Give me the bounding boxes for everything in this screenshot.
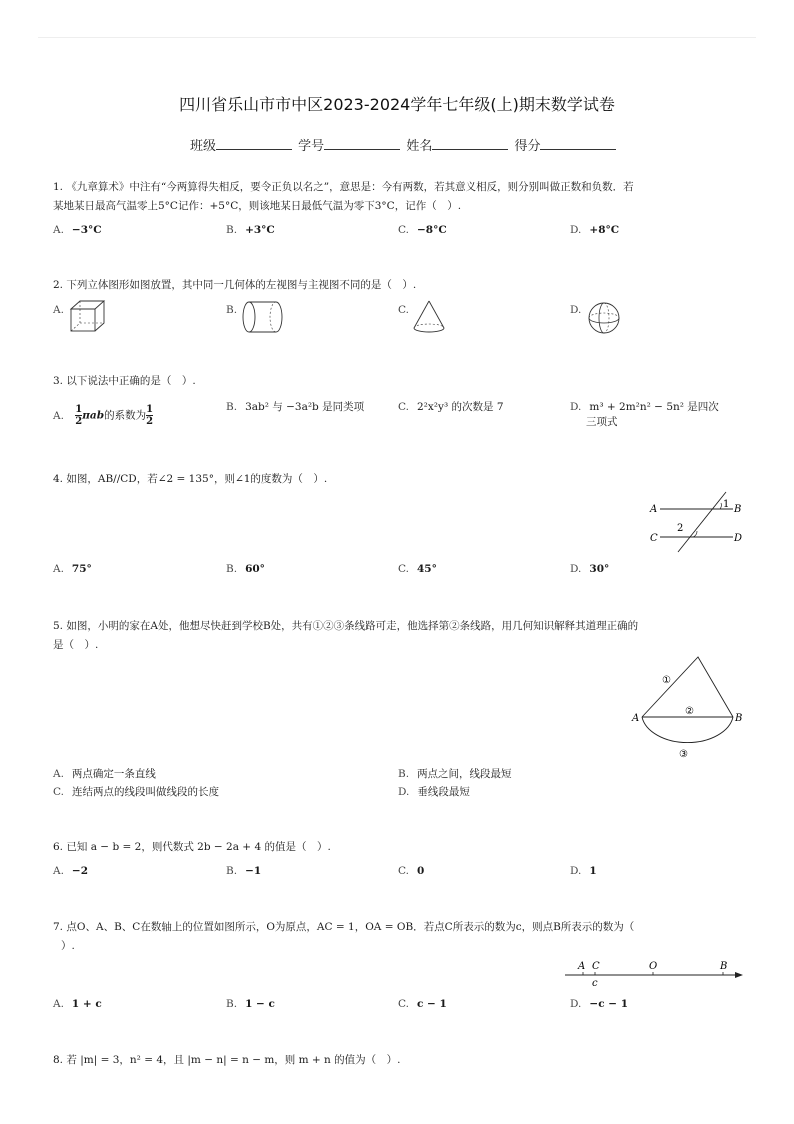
option-c[interactable]: C. 连结两点的线段叫做线段的长度 <box>53 786 219 798</box>
question-text: 如图，AB//CD，若∠2 = 135°，则∠1的度数为（ ）. <box>66 473 328 485</box>
route-3-label: ③ <box>679 749 688 760</box>
option-c[interactable]: C. 0 <box>398 865 425 877</box>
top-divider <box>38 37 756 38</box>
question-text: 点O、A、B、C在数轴上的位置如图所示，O为原点，AC = 1，OA = OB．若点C所表示的数为c，则点B所表示的数为（ <box>66 921 635 933</box>
label-A: A <box>578 961 586 972</box>
question-text: 以下说法中正确的是（ ）. <box>66 375 196 387</box>
label-B: B <box>735 713 743 724</box>
question-5 <box>53 617 743 655</box>
cylinder-icon <box>242 300 286 334</box>
question-text: 若 |m| = 3，n² = 4，且 |m − n| = n − m，则 m + n 的值为（ ）. <box>66 1054 401 1066</box>
route-2-label: ② <box>685 706 694 717</box>
question-4 <box>53 470 743 489</box>
option-c[interactable]: C. <box>398 304 409 316</box>
question-text-line2: ）. <box>61 940 75 952</box>
cube-icon <box>70 300 106 334</box>
question-8 <box>53 1051 743 1070</box>
sphere-icon <box>588 302 622 334</box>
option-a[interactable]: A. 两点确定一条直线 <box>53 768 156 780</box>
option-d[interactable]: D. +8°C <box>570 224 620 236</box>
name-label: 姓名 <box>406 139 433 154</box>
option-d[interactable]: D. 30° <box>570 563 610 575</box>
score-label: 得分 <box>514 139 541 154</box>
option-d[interactable]: D. 1 <box>570 865 597 877</box>
routes-figure <box>630 655 748 763</box>
question-1 <box>53 178 743 216</box>
label-A: A <box>632 713 640 724</box>
option-a[interactable]: A. 1 2 πab的系数为1 2 <box>53 404 154 427</box>
option-b[interactable]: B. 1 − c <box>226 998 275 1010</box>
question-number: 8. <box>53 1054 64 1066</box>
option-b[interactable]: B. −1 <box>226 865 262 877</box>
option-c[interactable]: C. 2²x²y³ 的次数是 7 <box>398 401 504 413</box>
number-line-figure <box>563 958 745 988</box>
label-c-value: c <box>592 978 598 989</box>
option-a[interactable]: A. 1 + c <box>53 998 102 1010</box>
question-text: 已知 a − b = 2，则代数式 2b − 2a + 4 的值是（ ）. <box>66 841 331 853</box>
parallel-lines-figure <box>648 490 748 552</box>
option-a[interactable]: A. 75° <box>53 563 92 575</box>
label-C: C <box>650 533 658 544</box>
class-blank[interactable] <box>216 137 292 150</box>
question-text-line2: 某地某日最高气温零上5°C记作：+5°C，则该地某日最低气温为零下3°C，记作（ ）. <box>53 200 462 212</box>
question-3 <box>53 372 743 391</box>
label-O: O <box>649 961 658 972</box>
question-number: 6. <box>53 841 64 853</box>
cone-icon <box>412 300 446 334</box>
label-A: A <box>650 504 658 515</box>
option-d[interactable]: D. 垂线段最短 <box>398 786 470 798</box>
label-angle-1: 1 <box>723 499 730 510</box>
question-number: 1. <box>53 181 64 193</box>
option-c[interactable]: C. −8°C <box>398 224 447 236</box>
label-C: C <box>592 961 600 972</box>
question-number: 7. <box>53 921 64 933</box>
option-b[interactable]: B. 3ab² 与 −3a²b 是同类项 <box>226 401 365 413</box>
name-blank[interactable] <box>432 137 508 150</box>
route-1-label: ① <box>662 675 671 686</box>
label-D: D <box>734 533 743 544</box>
option-a[interactable]: A. −2 <box>53 865 89 877</box>
option-c[interactable]: C. 45° <box>398 563 437 575</box>
option-d[interactable]: D. <box>570 304 582 316</box>
option-b[interactable]: B. +3°C <box>226 224 275 236</box>
question-number: 5. <box>53 620 64 632</box>
label-angle-2: 2 <box>677 523 684 534</box>
option-b[interactable]: B. <box>226 304 238 316</box>
page-title: 四川省乐山市市中区2023-2024学年七年级(上)期末数学试卷 <box>179 95 615 114</box>
question-text: 如图，小明的家在A处，他想尽快赶到学校B处，共有①②③条线路可走，他选择第②条线路，用几何知识解释其道理正确的 <box>66 620 639 632</box>
student-number-label: 学号 <box>298 139 325 154</box>
fraction-half: 1 2 <box>75 404 83 427</box>
question-number: 3. <box>53 375 64 387</box>
fraction-half: 1 2 <box>146 404 154 427</box>
question-text: 《九章算术》中注有“今两算得失相反，要令正负以名之”，意思是：今有两数，若其意义相反，则分别叫做正数和负数．若 <box>66 181 634 193</box>
question-6 <box>53 838 743 857</box>
option-a[interactable]: A. −3°C <box>53 224 102 236</box>
question-text: 下列立体图形如图放置，其中同一几何体的左视图与主视图不同的是（ ）. <box>66 279 417 291</box>
option-b[interactable]: B. 60° <box>226 563 265 575</box>
option-b[interactable]: B. 两点之间，线段最短 <box>398 768 512 780</box>
class-label: 班级 <box>190 139 217 154</box>
question-number: 4. <box>53 473 64 485</box>
label-B: B <box>734 504 742 515</box>
label-B: B <box>720 961 728 972</box>
option-d[interactable]: D. −c − 1 <box>570 998 628 1010</box>
option-c[interactable]: C. c − 1 <box>398 998 447 1010</box>
question-7 <box>53 918 743 956</box>
option-d[interactable]: D. m³ + 2m²n² − 5n² 是四次 三项式 <box>570 401 719 428</box>
question-number: 2. <box>53 279 64 291</box>
question-text-line2: 是（ ）. <box>53 639 99 651</box>
student-number-blank[interactable] <box>324 137 400 150</box>
student-info-row <box>190 135 618 154</box>
score-blank[interactable] <box>540 137 616 150</box>
question-2 <box>53 276 743 295</box>
option-a[interactable]: A. <box>53 304 64 316</box>
